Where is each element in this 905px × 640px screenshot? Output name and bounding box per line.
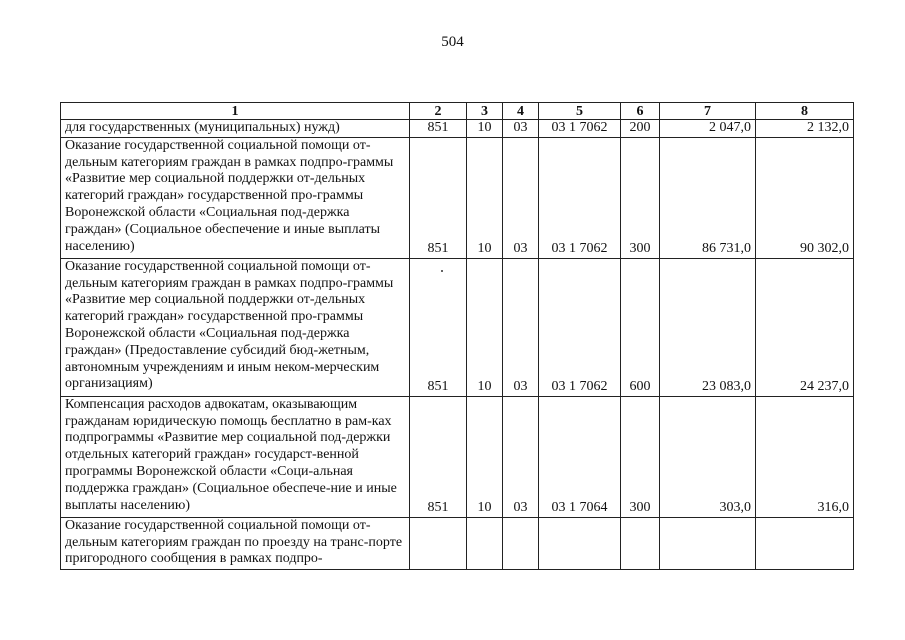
row-code-section: 10	[467, 137, 503, 258]
row-code-subsection: 03	[503, 137, 539, 258]
row-code-ministry: 851	[410, 137, 467, 258]
budget-table	[60, 102, 854, 570]
row-amount-year2: 90 302,0	[756, 137, 854, 258]
row-code-ministry: 851	[410, 258, 467, 396]
row-amount-year2: 316,0	[756, 396, 854, 517]
page-number: 504	[441, 34, 464, 50]
table-row	[61, 258, 854, 396]
table-row	[61, 517, 854, 569]
row-amount-year1: 303,0	[660, 396, 756, 517]
table-row	[61, 137, 854, 258]
row-amount-year2: 2 132,0	[756, 120, 854, 138]
column-header-3: 3	[467, 103, 503, 120]
column-header-2: 2	[410, 103, 467, 120]
row-code-section: 10	[467, 120, 503, 138]
row-description: Оказание государственной социальной помощи от-дельным категориям граждан в рамках подпро-граммы «Развитие мер социальной поддержки от-дельных категорий граждан» государственной про-граммы Воронежской области «Социальная под-держка граждан» (Социальное обеспечение и иные выплаты населению)	[61, 137, 410, 258]
row-code-expense-type: 600	[621, 258, 660, 396]
row-amount-year1	[660, 517, 756, 569]
row-amount-year1: 86 731,0	[660, 137, 756, 258]
row-code-ministry: 851	[410, 120, 467, 138]
row-code-ministry	[410, 517, 467, 569]
column-header-5: 5	[539, 103, 621, 120]
row-description: Компенсация расходов адвокатам, оказывающим гражданам юридическую помощь бесплатно в рам-ках подпрограммы «Развитие мер социальной под-держки отдельных категорий граждан» государст-венной программы Воронежской области «Соци-альная поддержка граждан» (Социальное обеспече-ние и иные выплаты населению)	[61, 396, 410, 517]
row-description: Оказание государственной социальной помощи от-дельным категориям граждан по проезду на транс-порте пригородного сообщения в рамках подпро-	[61, 517, 410, 569]
table-row	[61, 120, 854, 138]
row-amount-year1: 23 083,0	[660, 258, 756, 396]
column-header-1: 1	[61, 103, 410, 120]
row-code-expense-type: 300	[621, 396, 660, 517]
column-header-4: 4	[503, 103, 539, 120]
table-header-row	[61, 103, 854, 120]
row-code-section: 10	[467, 396, 503, 517]
row-code-subsection: 03	[503, 396, 539, 517]
column-header-6: 6	[621, 103, 660, 120]
table-row	[61, 396, 854, 517]
row-code-section	[467, 517, 503, 569]
row-code-subsection: 03	[503, 120, 539, 138]
row-code-target: 03 1 7062	[539, 120, 621, 138]
row-code-target: 03 1 7062	[539, 258, 621, 396]
row-code-expense-type	[621, 517, 660, 569]
row-code-expense-type: 300	[621, 137, 660, 258]
row-code-subsection	[503, 517, 539, 569]
row-code-target	[539, 517, 621, 569]
row-code-subsection: 03	[503, 258, 539, 396]
row-amount-year1: 2 047,0	[660, 120, 756, 138]
row-code-target: 03 1 7064	[539, 396, 621, 517]
row-description: Оказание государственной социальной помощи от-дельным категориям граждан в рамках подпро-граммы «Развитие мер социальной поддержки от-дельных категорий граждан» государственной про-граммы Воронежской области «Социальная под-держка граждан» (Предоставление субсидий бюд-жетным, автономным учреждениям и иным неком-мерческим организациям)	[61, 258, 410, 396]
row-code-expense-type: 200	[621, 120, 660, 138]
row-code-section: 10	[467, 258, 503, 396]
scan-speck	[441, 270, 443, 272]
row-amount-year2: 24 237,0	[756, 258, 854, 396]
column-header-8: 8	[756, 103, 854, 120]
row-amount-year2	[756, 517, 854, 569]
row-code-ministry: 851	[410, 396, 467, 517]
column-header-7: 7	[660, 103, 756, 120]
row-code-target: 03 1 7062	[539, 137, 621, 258]
row-description: для государственных (муниципальных) нужд)	[61, 120, 410, 138]
